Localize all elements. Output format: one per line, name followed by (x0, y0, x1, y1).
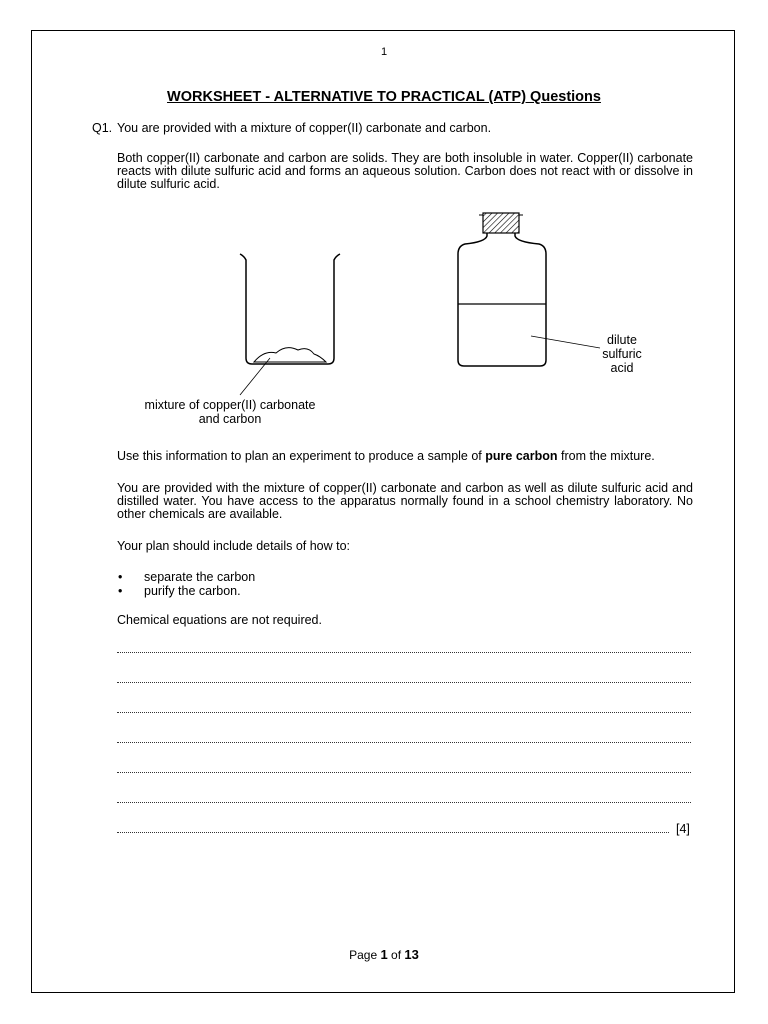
question-paragraph-5: Chemical equations are not required. (117, 613, 322, 627)
beaker-label (128, 398, 332, 426)
footer-total-pages: 13 (404, 947, 419, 962)
bullet-icon: • (118, 584, 123, 598)
bullet-item-1: separate the carbon (144, 570, 256, 584)
answer-line-7[interactable] (117, 832, 669, 833)
marks-allocation: [4] (676, 822, 690, 836)
question-paragraph-1: Both copper(II) carbonate and carbon are solids. They are both insoluble in water. Copper(II) carbonate reacts with dilute sulfuric acid and forms an aqueous solution. Carbon does not react with or dissolve in dilute sulfuric acid. (117, 151, 693, 191)
pure-carbon-emphasis: pure carbon (485, 449, 558, 463)
worksheet-title: WORKSHEET - ALTERNATIVE TO PRACTICAL (ATP) Questions (167, 89, 601, 105)
paragraph-2-text-start: Use this information to plan an experiment to produce a sample of (117, 449, 486, 463)
answer-line-6[interactable] (117, 802, 691, 803)
beaker-label-line-1: mixture of copper(II) carbonate (144, 398, 316, 412)
question-intro: You are provided with a mixture of copper(II) carbonate and carbon. (117, 121, 492, 135)
answer-line-4[interactable] (117, 742, 691, 743)
beaker-label-line-2: and carbon (198, 412, 262, 426)
question-paragraph-4: Your plan should include details of how to: (117, 539, 351, 553)
question-paragraph-3: You are provided with the mixture of copper(II) carbonate and carbon as well as dilute sulfuric acid and distilled water. You have access to the apparatus normally found in a school chemistry laboratory. No other chemicals are available. (117, 481, 693, 521)
bottle-diagram (455, 210, 615, 370)
page-footer (0, 947, 768, 962)
footer-current-page: 1 (380, 947, 388, 962)
answer-line-2[interactable] (117, 682, 691, 683)
bottle-label-line-3: acid (610, 361, 634, 375)
answer-line-5[interactable] (117, 772, 691, 773)
footer-prefix: Page (349, 948, 381, 962)
footer-of: of (387, 948, 405, 962)
page-number-top: 1 (380, 46, 388, 58)
bullet-item-2: purify the carbon. (144, 584, 241, 598)
bottle-label-line-2: sulfuric (602, 347, 642, 361)
bullet-icon: • (118, 570, 123, 584)
bottle-label-line-1: dilute (607, 333, 637, 347)
bottle-label (596, 333, 648, 375)
beaker-diagram (230, 250, 350, 380)
question-paragraph-2 (117, 450, 693, 463)
answer-line-1[interactable] (117, 652, 691, 653)
question-number: Q1. (92, 121, 113, 135)
answer-line-3[interactable] (117, 712, 691, 713)
paragraph-2-text-end: from the mixture. (557, 449, 655, 463)
